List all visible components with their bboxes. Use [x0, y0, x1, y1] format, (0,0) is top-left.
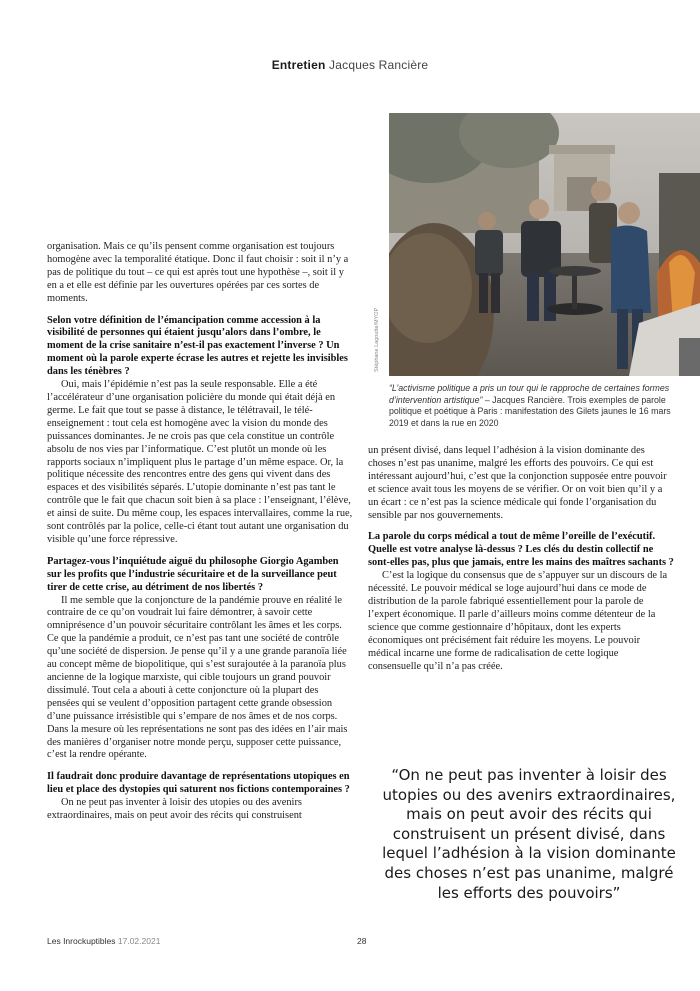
interview-question: Il faudrait donc produire davantage de représentations utopiques en lieu et place des dystopies qui saturent nos fictions contemporaines ? — [47, 771, 350, 796]
magazine-name: Les Inrockuptibles — [47, 936, 116, 946]
interview-answer: Il me semble que la conjoncture de la pandémie prouve en réalité le contraire de ce qu’on voudrait lui faire démontrer, à savoir cette omniprésence d’un pouvoir sécuritaire contrôlant les âmes et les corps. Ce que la pandémie a produit, ce n’est pas tant une société de contrôle qu’une société de dispersion. Je pense qu’il y a une grande paranoïa liée au concept même de biopolitique, qui s’est surajoutée à la paranoïa plus ancienne de la logique marxiste, qui cible toujours un grand pouvoir dissimulé. Tout cela a abouti à cette conjoncture où la plupart des pensées qui se veulent d’opposition partagent cette grande obsession d’une puissance irrésistible qui s’empare de nos âmes et de nos corps. Dans la mesure où les représentations ne sont pas des idées en l’air mais des manières d’organiser notre monde perçu, supposer cette puissance, c’est la rendre opérante. — [47, 594, 348, 761]
interview-answer: On ne peut pas inventer à loisir des utopies ou des avenirs extraordinaires, mais on peut avoir des récits qui construisent — [47, 797, 302, 822]
body-paragraph: un présent divisé, dans lequel l’adhésion à la vision dominante des choses n’est pas unanime, malgré les efforts des pouvoirs. Ce qui est intéressant aujourd’hui, c’est que la conjonction supposée entre pouvoir et science avait tous les moyens de se vérifier. Or on voit bien qu’il y a un écart : ce n’est pas la science médicale qui fonde l’organisation du sensible par nos gouvernements. — [368, 445, 667, 521]
photo-credit: Stéphane Lagoutte/MYOP — [374, 307, 380, 372]
interviewee-name: Jacques Rancière — [329, 58, 429, 72]
caption-quote: “L’activisme politique a pris un tour qui le rapproche de certaines formes d’intervention artistique” — [389, 383, 670, 405]
right-column — [368, 445, 674, 673]
footer — [47, 936, 160, 946]
body-paragraph: organisation. Mais ce qu’ils pensent comme organisation est toujours homogène avec la temporalité étatique. Donc il faut choisir : soit il n’y a pas de politique du tout – ce qui est après tout une hypothèse –, soit il y en a et elle est définie par les ouvertures opérées par ces sortes de moments. — [47, 241, 349, 304]
interview-question: Partagez-vous l’inquiétude aiguë du philosophe Giorgio Agamben sur les profits que l’industrie sécuritaire et de la surveillance peut tirer de cette crise, au détriment de nos libertés ? — [47, 555, 339, 593]
pull-quote: “On ne peut pas inventer à loisir des utopies ou des avenirs extraordinaires, mais on peut avoir des récits qui construisent un présent divisé, dans lequel l’adhésion à la vision dominante des choses n’est pas unanime, malgré les efforts des pouvoirs” — [382, 766, 676, 902]
interview-answer: Oui, mais l’épidémie n’est pas la seule responsable. Elle a été l’accélérateur d’une organisation policière du monde qui était déjà en germe. Le fait que tout se passe à distance, le télétravail, le télé-enseignement : tout cela est homogène avec la vision du monde des puissances dominantes. Je ne crois pas que cela constitue un contrôle absolu de nos vies par l’informatique. C’est plutôt un monde où les rapports sociaux n’impliquent plus le partage d’un même espace. Or, la politique nécessite des rencontres entre des gens qui vivent dans des espaces et des visibilités séparés. L’utopie dominante n’est pas tant le contrôle que le fait que chacun soit bien à sa place : l’enseignant, l’élève, et ainsi de suite. Du même coup, les espaces intervallaires, comme la rue, sont contrôlés par la police, celle-ci étant tout autant une organisation du visible qu’une force répressive. — [47, 379, 353, 545]
interview-answer: C’est la logique du consensus que de s’appuyer sur un discours de la nécessité. Le pouvoir médical se loge aujourd’hui dans ce mode de distribution de la parole fabriqué essentiellement pour la parole de l’expert économique. Il parle d’ailleurs moins comme détenteur de la science que comme gestionnaire d’hôpitaux, dont les experts économiques ont précisément fait réduire les moyens. Le pouvoir médical incarne une forme de radicalisation de cette logique consensuelle qu’il n’a pas créée. — [368, 570, 668, 672]
caption-text: – Jacques Rancière. Trois exemples de parole politique et poétique à Paris : manifestation des Gilets jaunes le 16 mars 2019 et dans la rue en 2020 — [389, 394, 671, 428]
photo-caption — [389, 383, 679, 429]
protest-photo — [389, 113, 700, 376]
page-header — [0, 58, 700, 72]
interview-question: Selon votre définition de l’émancipation comme accession à la visibilité de personnes qui étaient jusqu’alors dans l’ombre, le moment de la crise sanitaire n’est-il pas exactement l’inverse ? Un moment où la parole experte écrase les autres et rejette les invisibles dans les ténèbres ? — [47, 314, 348, 378]
interview-question: La parole du corps médical a tout de même l’oreille de l’exécutif. Quelle est votre analyse là-dessus ? Les clés du destin collectif ne sont-elles pas, plus que jamais, entre les mains des maîtres sachants ? — [368, 531, 674, 569]
page-number: 28 — [357, 936, 367, 946]
section-label: Entretien — [271, 58, 326, 72]
issue-date: 17.02.2021 — [117, 936, 161, 946]
left-column — [47, 241, 353, 823]
